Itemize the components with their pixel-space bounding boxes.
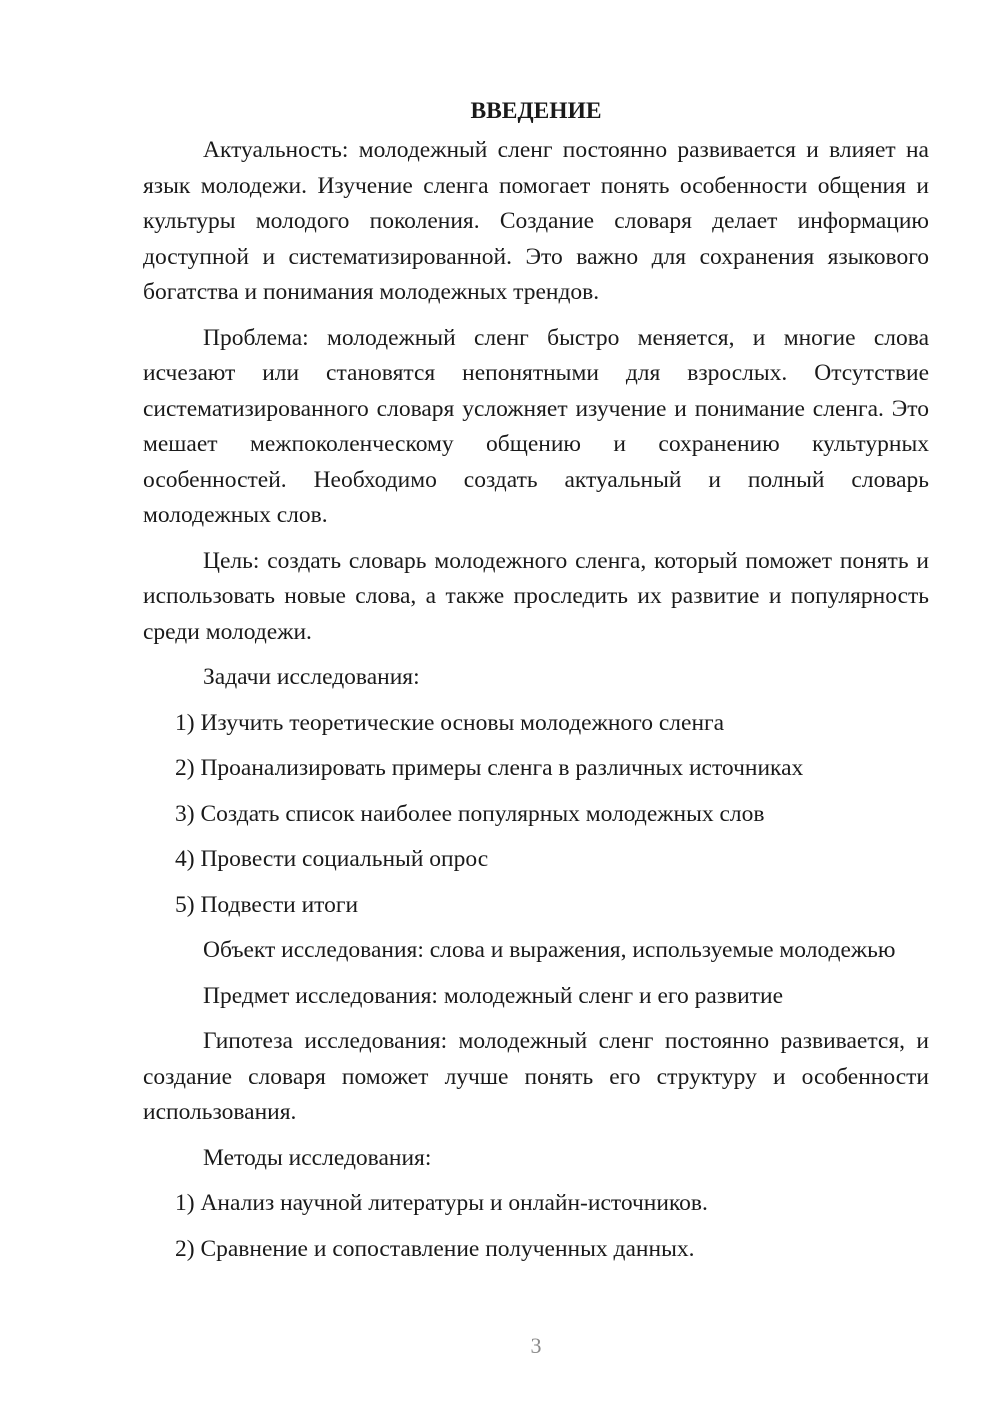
object-paragraph: Объект исследования: слова и выражения, используемые молодежью [203, 937, 896, 963]
list-item: 3) Создать список наиболее популярных молодежных слов [175, 800, 765, 827]
relevance-paragraph: Актуальность: молодежный сленг постоянно развивается и влияет на язык молодежи. Изучение сленга помогает понять особенности общения и культуры молодого поколения. Создание словаря делает информацию доступной и систематизированной. Это важно для сохранения языкового богатства и понимания молодежных трендов. [143, 137, 929, 305]
goal-paragraph: Цель: создать словарь молодежного сленга, который поможет понять и использовать новые слова, а также проследить их развитие и популярность среди молодежи. [143, 547, 929, 645]
page-title: ВВЕДЕНИЕ [470, 98, 602, 124]
tasks-list [143, 706, 929, 924]
methods-heading: Методы исследования: [203, 1144, 432, 1171]
page-number: 3 [530, 1333, 542, 1358]
list-item: 4) Провести социальный опрос [175, 846, 489, 872]
list-item: 2) Проанализировать примеры сленга в различных источниках [175, 755, 804, 781]
list-item: 1) Изучить теоретические основы молодежного сленга [175, 709, 725, 736]
tasks-heading: Задачи исследования: [203, 664, 420, 690]
methods-list [143, 1186, 929, 1267]
problem-paragraph: Проблема: молодежный сленг быстро меняется, и многие слова исчезают или становятся непонятными для взрослых. Отсутствие систематизированного словаря усложняет изучение и понимание сленга. Это мешает межпоколенческому общению и сохранению культурных особенностей. Необходимо создать актуальный и полный словарь молодежных слов. [143, 324, 929, 528]
list-item: 5) Подвести итоги [175, 891, 359, 918]
list-item: 2) Сравнение и сопоставление полученных данных. [175, 1235, 695, 1262]
list-item: 1) Анализ научной литературы и онлайн-источников. [175, 1190, 708, 1216]
document-body [143, 94, 929, 1277]
hypothesis-paragraph: Гипотеза исследования: молодежный сленг постоянно развивается, и создание словаря поможет лучше понять его структуру и особенности использования. [143, 1028, 929, 1125]
subject-paragraph: Предмет исследования: молодежный сленг и его развитие [203, 982, 784, 1009]
